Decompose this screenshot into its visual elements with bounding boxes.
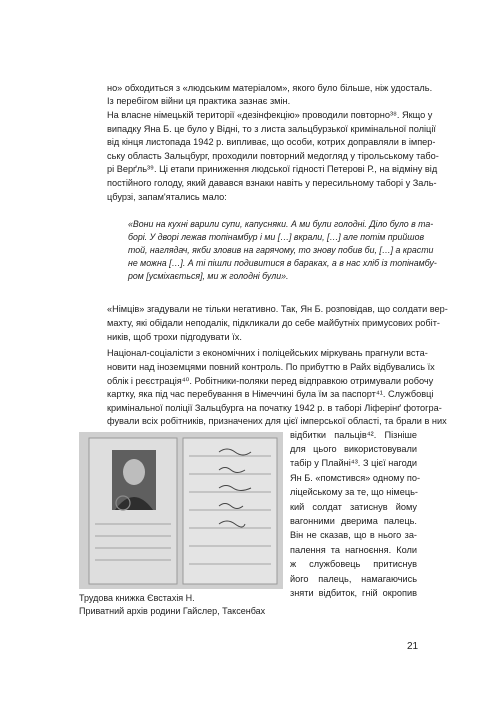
text-line: Він не сказав, що в нього за- [290, 530, 417, 540]
quote-line: ром [усміхається], ми ж голодні були». [128, 271, 289, 281]
text-line: відбитки пальців⁴². Пізніше [290, 430, 417, 440]
caption-line: Приватний архів родини Гайслер, Таксенбах [79, 606, 266, 616]
quote-line: «Вони на кухні варили супи, капусняки. А ми були голодні. Діло було в та- [128, 219, 434, 229]
text-line: кримінальної поліції Зальцбурга на початку 1942 р. в таборі Ліферінґ фотогра- [107, 403, 442, 413]
caption-line: Трудова книжка Євстахія Н. [79, 593, 195, 603]
text-line: випадку Яна Б. це було у Відні, то з листа зальцбурзької кримінальної поліції [107, 124, 436, 134]
text-line: для цього використовували [290, 444, 417, 454]
text-line: махту, які обідали неподалік, підкликали до себе майбутніх примусових робіт- [107, 318, 440, 328]
text-line: «Німців» згадували не тільки негативно. Так, Ян Б. розповідав, що солдати вер- [107, 304, 448, 314]
quote-line: той, наглядач, якби зловив на гарячому, то знову побив би, […] а красти [128, 245, 434, 255]
text-line: кий солдат затиснув йому [290, 502, 417, 512]
text-line: постійного голоду, який давався взнаки навіть у пересильному таборі у Заль- [107, 178, 437, 188]
text-line: но» обходиться з «людським матеріалом», якого було більше, ніж удосталь. [107, 83, 433, 93]
page-number: 21 [407, 641, 419, 652]
text-line: ників, щоб трохи підгодувати їх. [107, 332, 242, 342]
text-line: ліцейському за те, що німець- [290, 487, 418, 497]
text-line: новити над іноземцями повний контроль. По прибуттю в Райх відбувались їх [107, 362, 435, 372]
text-line: Ян Б. «помстився» одному по- [290, 473, 421, 483]
text-line: зняти відбиток, гній окропив [290, 588, 417, 598]
text-line: табір у Плайні⁴³. З цієї нагоди [290, 458, 417, 468]
text-line: фували всіх робітників, призначених для цієї імперської області, та брали в них [107, 416, 447, 426]
text-line: ську область Зальцбург, проходили повторний медогляд у тірольському табо- [107, 151, 439, 161]
text-line: картку, яка під час перебування в Німеччині була їм за паспорт⁴¹. Службовці [107, 389, 434, 399]
quote-line: не можна […]. А ті пішли подивитися в бараках, а в нас хліб із топінамбу- [128, 258, 437, 268]
text-line: його палець, намагаючись [290, 574, 417, 584]
quote-line: борі. У дворі лежав топінамбур і ми […] вкрали, […] але потім прийшов [128, 232, 425, 242]
text-line: На власне німецькій території «дезінфекцію» проводили повторно³⁸. Якщо у [107, 110, 433, 120]
text-line: ж службовець притиснув [290, 559, 417, 569]
text-line: Із перебігом війни ця практика зазнає змін. [107, 96, 291, 106]
text-line: палення та нагноєння. Коли [290, 545, 417, 555]
text-line: вагонними дверима палець. [290, 516, 417, 526]
text-line: Націонал-соціалісти з економічних і поліцейських міркувань прагнули вста- [107, 348, 428, 358]
work-book-photo [79, 432, 283, 589]
text-line: цбурзі, запам'ятались мало: [107, 192, 227, 202]
text-line: від кінця листопада 1942 р. випливає, що особи, котрих доправляли в імпер- [107, 137, 436, 147]
text-line: облік і реєстрація⁴⁰. Робітники-поляки перед відправкою отримували робочу [107, 376, 434, 386]
text-line: рі Верґль³⁹. Ці етапи приниження людської гідності Петерові Р., на відміну від [107, 164, 438, 174]
